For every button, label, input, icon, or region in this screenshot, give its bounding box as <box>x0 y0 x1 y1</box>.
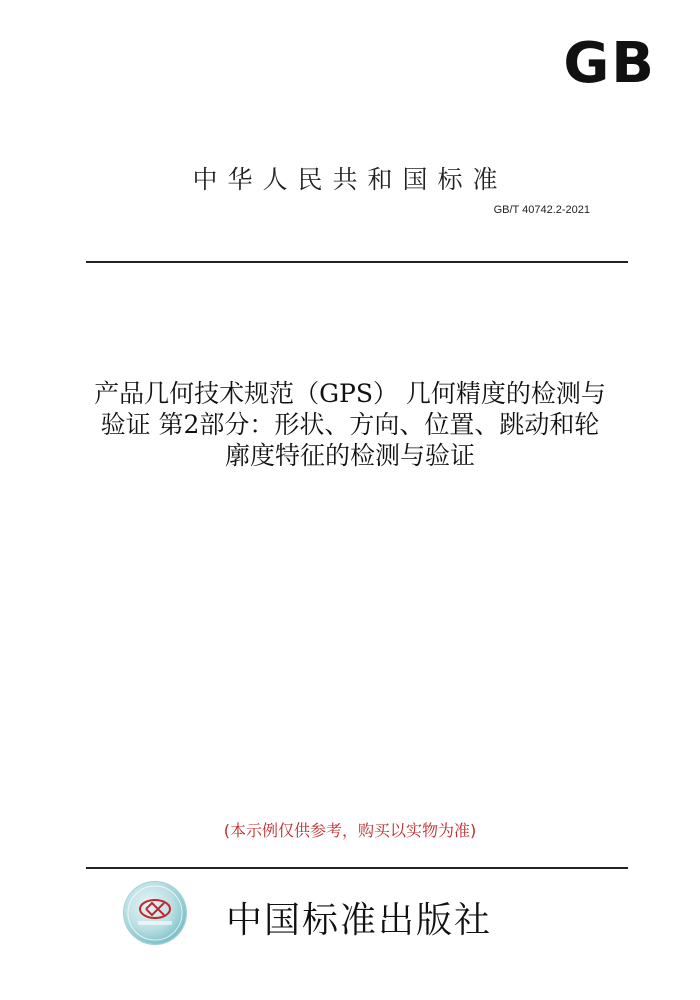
standard-category-title: 中华人民共和国标准 <box>192 165 508 194</box>
publisher-seal-icon <box>124 882 186 944</box>
sample-disclaimer: (本示例仅供参考，购买以实物为准) <box>223 821 477 840</box>
standard-number: GB/T 40742.2-2021 <box>493 204 590 216</box>
document-title-line-2: 验证 第2部分：形状、方向、位置、跳动和轮 <box>100 410 600 439</box>
bottom-divider <box>86 867 628 869</box>
publisher-name: 中国标准出版社 <box>226 900 493 941</box>
gb-logo: GB <box>563 31 656 96</box>
document-title-line-3: 廓度特征的检测与验证 <box>224 441 475 470</box>
top-divider <box>86 261 628 263</box>
document-title <box>40 378 660 471</box>
document-title-line-1: 产品几何技术规范（GPS） 几何精度的检测与 <box>94 379 606 408</box>
